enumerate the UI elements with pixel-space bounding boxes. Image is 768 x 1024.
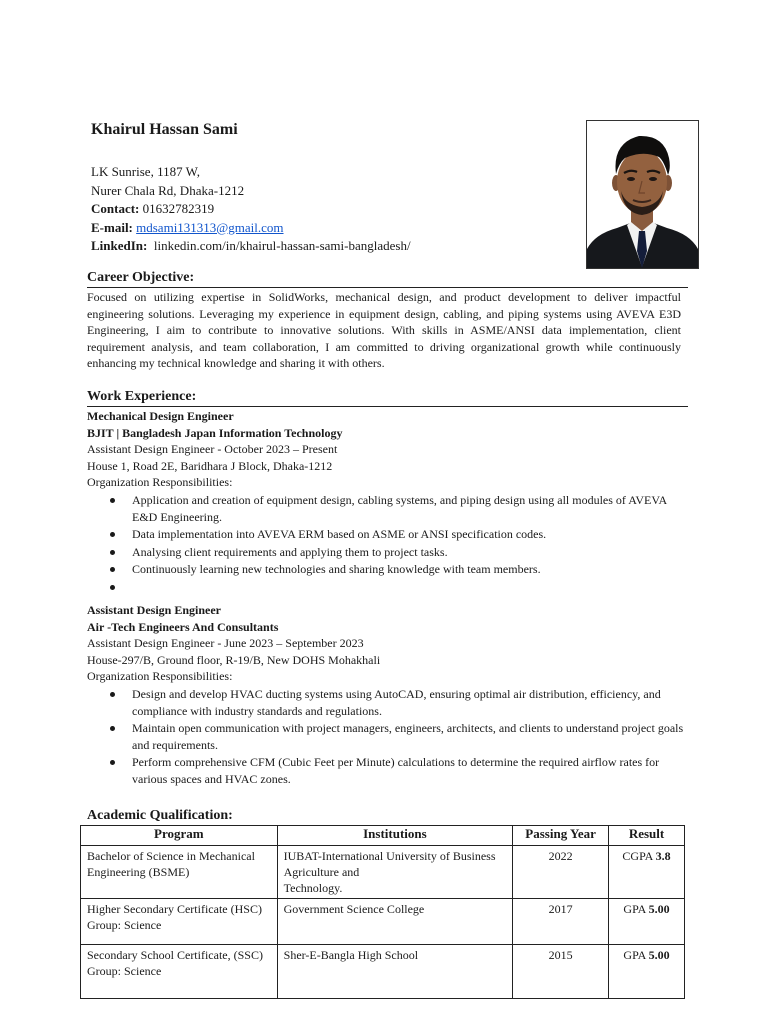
result-value: 5.00 xyxy=(648,948,670,962)
job-address: House 1, Road 2E, Baridhara J Block, Dhaka-1212 xyxy=(87,458,333,473)
list-item xyxy=(132,579,687,596)
address-line-2: Nurer Chala Rd, Dhaka-1212 xyxy=(91,182,245,198)
responsibilities-label: Organization Responsibilities: xyxy=(87,475,233,490)
column-header-result: Result xyxy=(609,826,685,846)
work-experience-heading: Work Experience: xyxy=(87,389,688,407)
table-row xyxy=(81,899,685,945)
year-cell: 2022 xyxy=(513,846,609,899)
list-item: Perform comprehensive CFM (Cubic Feet per Minute) calculations to determine the required airflow rates for various spaces and HVAC zones. xyxy=(132,754,687,787)
list-item: Application and creation of equipment design, cabling systems, and piping design using all modules of AVEVA E&D Engineering. xyxy=(132,492,687,525)
job-company: BJIT | Bangladesh Japan Information Technology xyxy=(87,425,343,440)
result-value: 3.8 xyxy=(655,849,671,863)
list-item: Data implementation into AVEVA ERM based on ASME or ANSI specification codes. xyxy=(132,526,687,543)
contact-block xyxy=(91,163,411,256)
contact-phone: 01632782319 xyxy=(142,201,215,216)
candidate-name: Khairul Hassan Sami xyxy=(91,121,238,138)
list-item: Analysing client requirements and applying them to project tasks. xyxy=(132,544,687,561)
program-cell: Bachelor of Science in Mechanical Engineering (BSME) xyxy=(81,846,278,899)
contact-row xyxy=(91,200,411,219)
institution-line: IUBAT-International University of Business xyxy=(283,849,496,863)
result-cell xyxy=(609,846,685,899)
responsibilities-list xyxy=(87,492,687,596)
institution-cell xyxy=(277,846,513,899)
job-company: Air -Tech Engineers And Consultants xyxy=(87,619,279,634)
linkedin-url: linkedin.com/in/khairul-hassan-sami-bangladesh/ xyxy=(153,238,411,253)
institution-cell xyxy=(277,899,513,945)
table-row xyxy=(81,846,685,899)
institution-cell xyxy=(277,945,513,999)
linkedin-label: LinkedIn: xyxy=(91,238,148,253)
responsibilities-label: Organization Responsibilities: xyxy=(87,669,233,684)
academic-heading: Academic Qualification: xyxy=(87,808,233,823)
column-header-program: Program xyxy=(81,826,278,846)
program-cell: Secondary School Certificate, (SSC) Group: Science xyxy=(81,945,278,999)
result-label: GPA xyxy=(623,902,646,916)
result-label: CGPA xyxy=(622,849,653,863)
table-row xyxy=(81,945,685,999)
institution-line: Sher-E-Bangla High School xyxy=(283,948,419,962)
program-cell: Higher Secondary Certificate (HSC) Group: Science xyxy=(81,899,278,945)
job-entry xyxy=(87,408,687,597)
career-objective-heading: Career Objective: xyxy=(87,270,688,288)
result-cell xyxy=(609,899,685,945)
result-value: 5.00 xyxy=(648,902,670,916)
institution-line: Agriculture and xyxy=(283,865,360,879)
profile-photo xyxy=(586,120,699,269)
career-objective-text: Focused on utilizing expertise in SolidWorks, mechanical design, and product development to deliver impactful engineering solutions. Leveraging my experience in equipment design, cabling, and piping systems using AVEVA E3D Engineering, I aim to contribute to innovative solutions. With skills in ASME/ANSI data implementation, client requirement analysis, and team collaboration, I am committed to driving organizational growth while continuously enhancing my technical knowledge and sharing it with others. xyxy=(87,290,681,371)
list-item: Continuously learning new technologies and sharing knowledge with team members. xyxy=(132,561,687,578)
academic-table xyxy=(80,825,685,999)
contact-label: Contact: xyxy=(91,201,140,216)
job-role: Assistant Design Engineer - October 2023 – Present xyxy=(87,442,338,457)
institution-line: Technology. xyxy=(283,881,343,895)
job-title: Assistant Design Engineer xyxy=(87,603,222,617)
job-role: Assistant Design Engineer - June 2023 – September 2023 xyxy=(87,636,364,651)
email-row xyxy=(91,219,411,238)
email-link[interactable]: mdsami131313@gmail.com xyxy=(136,219,284,235)
list-item: Maintain open communication with project managers, engineers, architects, and clients to understand project goals and requirements. xyxy=(132,720,687,753)
job-title: Mechanical Design Engineer xyxy=(87,409,234,423)
linkedin-row xyxy=(91,237,411,256)
list-item: Design and develop HVAC ducting systems using AutoCAD, ensuring optimal air distribution, efficiency, and compliance with industry standards and regulations. xyxy=(132,686,687,719)
result-cell xyxy=(609,945,685,999)
table-header-row xyxy=(81,826,685,846)
portrait-illustration xyxy=(587,121,698,268)
email-label: E-mail: xyxy=(91,219,133,235)
result-label: GPA xyxy=(623,948,646,962)
institution-line: Government Science College xyxy=(283,902,425,916)
address-line-1: LK Sunrise, 1187 W, xyxy=(91,164,200,179)
year-cell: 2017 xyxy=(513,899,609,945)
column-header-institutions: Institutions xyxy=(277,826,513,846)
job-address: House-297/B, Ground floor, R-19/B, New DOHS Mohakhali xyxy=(87,652,381,667)
column-header-passing-year: Passing Year xyxy=(513,826,609,846)
job-entry xyxy=(87,602,687,789)
responsibilities-list xyxy=(87,686,687,788)
year-cell: 2015 xyxy=(513,945,609,999)
